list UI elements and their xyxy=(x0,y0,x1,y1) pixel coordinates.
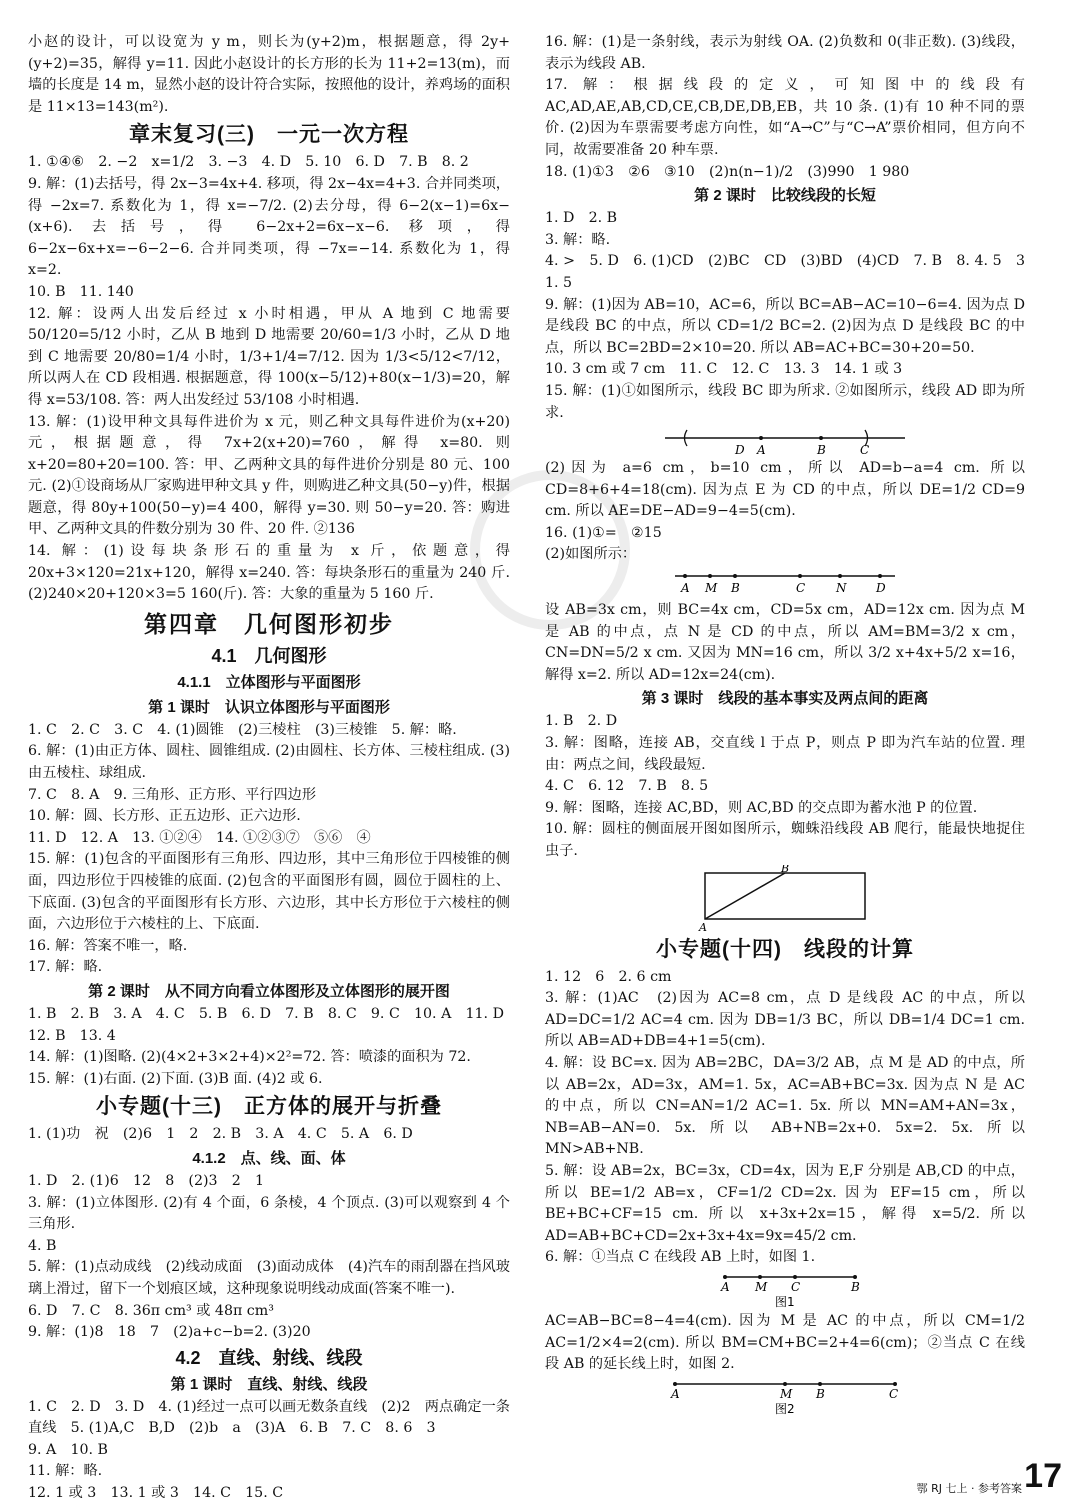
point-M xyxy=(708,574,712,578)
answer-line: (2)如图所示： xyxy=(545,546,637,563)
answer-line: 1. D 2. B xyxy=(545,210,618,227)
subsection-title-4-1-2: 4.1.2 点、线、面、体 xyxy=(192,1149,346,1167)
answer-line: 1. ①④⑥ 2. −2 x=1/2 3. −3 4. D 5. 10 6. D 7. B 8. 2 xyxy=(28,154,469,171)
label-B: B xyxy=(731,581,740,596)
lesson-title: 第 1 课时 认识立体图形与平面图形 xyxy=(148,698,390,716)
answer-line: 16. (1)①= ②15 xyxy=(545,524,662,541)
answer-paragraph: 4. 解：设 BC=x. 因为 AB=2BC，DA=3/2 AB，点 M 是 AD 的中点，所以 AB=2x，AD=3x，AM=1. 5x，AC=AB+BC=3x. 因为点 N 是 AC 的中点，所以 CN=AN=1/2 AC=1. 5x. 所以 MN=AM+AN=3x，NB=AB−AN=0. 5x. 所以 AB+NB=2x+0. 5x=2. 5x. 所以 MN>AB+NB. xyxy=(545,1054,1025,1158)
label-N: N xyxy=(836,581,847,596)
label-M: M xyxy=(780,1386,793,1401)
point-A xyxy=(759,436,763,440)
special-topic-title: 小专题(十三) 正方体的展开与折叠 xyxy=(96,1095,442,1119)
point-B xyxy=(853,1275,857,1279)
figure-1 xyxy=(685,1271,885,1309)
label-B: B xyxy=(851,1279,860,1294)
footer-tag: 鄂 RJ 七上 · 参考答案 xyxy=(916,1482,1022,1495)
figure-caption: 图2 xyxy=(775,1401,795,1416)
answer-line: 10. 3 cm 或 7 cm 11. C 12. C 13. 3 14. 1 或 3 xyxy=(545,361,903,378)
point-M xyxy=(758,1275,762,1279)
answer-paragraph: 13. 解：(1)设甲种文具每件进价为 x 元，则乙种文具每件进价为(x+20)元，根据题意，得 7x+2(x+20)=760，解得 x=80. 则 x+20=80+20=100. 答：甲、乙两种文具的每件进价分别是 80 元、100 元. (2)①设商场从厂家购进甲种文具 y 件，则购进乙种文具(50−y)件，根据题意，得 80y+100(50−y)=4 400，解得 y=30. 则 50−y=20. 答：购进甲、乙两种文具的件数分别为 30 件、20 件. ②136 xyxy=(28,413,510,538)
answer-paragraph: 10. 解：圆柱的侧面展开图如图所示，蜘蛛沿线段 AB 爬行，能最快地捉住虫子. xyxy=(545,821,1025,859)
label-B: B xyxy=(816,1386,825,1401)
answer-line: 10. 解：圆、长方形、正五边形、正六边形. xyxy=(28,808,301,825)
point-M xyxy=(783,1382,787,1386)
answer-line: 6. 解：①当点 C 在线段 AB 上时，如图 1. xyxy=(545,1249,816,1266)
answer-paragraph: 3. 解：(1)立体图形. (2)有 4 个面，6 条棱，4 个顶点. (3)可以观察到 4 个三角形. xyxy=(28,1194,510,1233)
point-D xyxy=(878,574,882,578)
label-C: C xyxy=(889,1386,899,1401)
answer-paragraph: 3. 解：图略，连接 AB，交直线 l 于点 P，则点 P 即为汽车站的位置. 理由：两点之间，线段最短. xyxy=(545,735,1025,773)
subsection-title-4-1-1: 4.1.1 立体图形与平面图形 xyxy=(177,673,361,691)
right-column xyxy=(545,32,1040,1418)
label-C: C xyxy=(796,581,806,596)
answer-line: 9. 解：(1)8 18 7 (2)a+c−b=2. (3)20 xyxy=(28,1324,311,1341)
point-B xyxy=(818,1382,822,1386)
answer-paragraph: 16. 解：(1)是一条射线，表示为射线 OA. (2)负数和 0(非正数). (3)线段，表示为线段 AB. xyxy=(545,34,1025,72)
label-C: C xyxy=(860,443,870,457)
path-AB xyxy=(705,873,785,919)
answer-paragraph: 17. 解：根据线段的定义，可知图中的线段有 AC,AD,AE,AB,CD,CE,CB,DE,DB,EB，共 10 条. (1)有 10 种不同的票价. (2)因为车票需要考虑方向性，如“A→C”与“C→A”票价相同，但方向不同，故需要准备 20 种车票. xyxy=(545,77,1025,158)
answer-line: 1. C 2. C 3. C 4. (1)圆锥 (2)三棱柱 (3)三棱锥 5. 解：略. xyxy=(28,721,457,738)
segment-figure-16 xyxy=(655,568,915,598)
point-C xyxy=(893,1382,897,1386)
answer-line: 1. (1)功 祝 (2)6 1 2 2. B 3. A 4. C 5. A 6. D xyxy=(28,1126,413,1143)
label-A: A xyxy=(699,920,707,931)
answer-line: 1. 12 6 2. 6 cm xyxy=(545,968,672,985)
answer-paragraph: 12. 解：设两人出发后经过 x 小时相遇，甲从 A 地到 C 地需要 50/120=5/12 小时，乙从 B 地到 D 地需要 20/60=1/3 小时，乙从 D 地到 C 地需要 20/80=1/4 小时，1/3+1/4=7/12. 因为 1/3<5/12<7/12，所以两人在 CD 段相遇. 根据题意，得 100(x−5/12)+80(x−1/3)=20，解得 x=53/108. 答：两人出发经过 53/108 小时相遇. xyxy=(28,305,510,408)
point-B xyxy=(819,436,823,440)
net-rectangle xyxy=(705,873,865,919)
label-B: B xyxy=(781,864,790,875)
point-A xyxy=(723,1275,727,1279)
section-title-4-2: 4.2 直线、射线、线段 xyxy=(175,1347,363,1368)
chapter-title: 第四章 几何图形初步 xyxy=(144,610,394,637)
answer-line: 9. A 10. B xyxy=(28,1441,108,1458)
answer-paragraph: 5. 解：设 AB=2x，BC=3x，CD=4x，因为 E,F 分别是 AB,CD 的中点，所以 BE=1/2 AB=x，CF=1/2 CD=2x. 因为 EF=15 cm，所以 BE+BC+CF=15 cm. 所以 x+3x+2x=15，解得 x=5/2. 所以 AD=AB+BC+CD=2x+3x+4x=9x=45/2 cm. xyxy=(545,1162,1025,1244)
page-number: 17 xyxy=(1024,1457,1062,1495)
point-C xyxy=(793,1275,797,1279)
label-B: B xyxy=(817,443,826,457)
answer-paragraph: 5. 解：(1)点动成线 (2)线动成面 (3)面动成体 (4)汽车的雨刮器在挡风玻璃上滑过，留下一个划痕区域，这种现象说明线动成面(答案不唯一). xyxy=(28,1259,510,1297)
answer-line: 1. B 2. B 3. A 4. C 5. B 6. D 7. B 8. C 9. C 10. A 11. D xyxy=(28,1005,504,1022)
answer-line: 12. 1 或 3 13. 1 或 3 14. C 15. C xyxy=(28,1485,284,1502)
answer-line: 4. B xyxy=(28,1237,57,1254)
answer-paragraph: (2)因为 a=6 cm，b=10 cm，所以 AD=b−a=4 cm. 所以 CD=8+6+4=18(cm). 因为点 E 为 CD 的中点，所以 DE=1/2 CD=9 cm. 所以 AE=DE−AD=9−4=5(cm). xyxy=(545,460,1025,520)
label-A: A xyxy=(757,443,766,457)
label-A: A xyxy=(681,581,690,596)
answer-line: 4. > 5. D 6. (1)CD (2)BC CD (3)BD (4)CD 7. B 8. 4. 5 3 1. 5 xyxy=(545,253,1040,291)
special-topic-title: 小专题(十四) 线段的计算 xyxy=(656,937,914,961)
answer-paragraph: AC=AB−BC=8−4=4(cm). 因为 M 是 AC 的中点，所以 CM=1/2 AC=1/2×4=2(cm). 所以 BM=CM+BC=2+4=6(cm)；②当点 C 在线段 AB 的延长线上时，如图 2. xyxy=(545,1312,1025,1373)
figure-caption: 图1 xyxy=(775,1294,795,1309)
answer-paragraph: 15. 解：(1)包含的平面图形有三角形、四边形，其中三角形位于四棱锥的侧面，四边形位于四棱锥的底面. (2)包含的平面图形有圆，圆位于圆柱的上、下底面. (3)包含的平面图形有长方形、六边形，其中长方形位于六棱柱的侧面，六边形位于六棱柱的上、下底面. xyxy=(28,851,510,933)
answer-line: 15. 解：(1)右面. (2)下面. (3)B 面. (4)2 或 6. xyxy=(28,1070,323,1087)
answer-paragraph: 设 AB=3x cm，则 BC=4x cm，CD=5x cm，AD=12x cm. 因为点 M 是 AB 的中点，点 N 是 CD 的中点，所以 AM=BM=3/2 x cm，CN=DN=5/2 x cm. 又因为 MN=16 cm，所以 3/2 x+4x+5/2 x=16，解得 x=2. 所以 AD=12x=24(cm). xyxy=(545,602,1025,683)
answer-line: 1. B 2. D xyxy=(545,713,618,730)
answer-line: 18. (1)①3 ②6 ③10 (2)n(n−1)/2 (3)990 1 980 xyxy=(545,163,910,180)
answer-line: 7. C 8. A 9. 三角形、正方形、平行四边形 xyxy=(28,786,317,803)
point-N xyxy=(838,574,842,578)
answer-line: 11. 解：略. xyxy=(28,1463,103,1480)
segment-figure-15 xyxy=(655,426,915,456)
label-C: C xyxy=(791,1279,801,1294)
answer-paragraph: 9. 解：(1)去括号，得 2x−3=4x+4. 移项，得 2x−4x=4+3. 合并同类项，得 −2x=7. 系数化为 1，得 x=−7/2. (2)去分母，得 6−2(x−1)=6x−(x+6). 去括号，得 6−2x+2=6x−x−6. 移项，得 6−2x−6x+x=−6−2−6. 合并同类项，得 −7x=−14. 系数化为 1，得 x=2. xyxy=(28,175,510,279)
answer-line: 11. D 12. A 13. ①②④ 14. ①②③⑦ ⑤⑥ ④ xyxy=(28,829,371,846)
label-M: M xyxy=(705,581,718,596)
answer-paragraph: 3. 解：(1)AC (2)因为 AC=8 cm，点 D 是线段 AC 的中点，所以 AD=DC=1/2 AC=4 cm. 因为 DB=1/3 BC，所以 DB=1/4 DC=1 cm. 所以 AB=AD+DB=4+1=5(cm). xyxy=(545,990,1025,1050)
figure-2 xyxy=(655,1378,915,1416)
answer-line: 12. B 13. 4 xyxy=(28,1027,116,1044)
answer-paragraph: 小赵的设计，可以设宽为 y m，则长为(y+2)m，根据题意，得 2y+(y+2)=35，解得 y=11. 因此小赵设计的长方形的长为 11+2=13(m)，而墙的长度是 14 m，显然小赵的设计符合实际，按照他的设计，养鸡场的面积是 11×13=143(m²). xyxy=(28,34,510,115)
lesson-title: 第 2 课时 从不同方向看立体图形及立体图形的展开图 xyxy=(88,982,450,1000)
cylinder-net-figure xyxy=(685,865,885,931)
section-title-4-1: 4.1 几何图形 xyxy=(211,645,327,666)
answer-line: 16. 解：答案不唯一，略. xyxy=(28,937,188,954)
answer-paragraph: 1. C 2. D 3. D 4. (1)经过一点可以画无数条直线 (2)2 两点确定一条直线 5. (1)A,C B,D (2)b a (3)A 6. B 7. C 8. 6 3 xyxy=(28,1398,510,1437)
point-B xyxy=(733,574,737,578)
label-D: D xyxy=(876,581,886,596)
point-C xyxy=(798,574,802,578)
lesson-title: 第 2 课时 比较线段的长短 xyxy=(694,187,876,205)
answer-line: 3. 解：略. xyxy=(545,231,611,248)
label-M: M xyxy=(755,1279,768,1294)
answer-line: 4. C 6. 12 7. B 8. 5 xyxy=(545,778,709,795)
answer-line: 17. 解：略. xyxy=(28,959,103,976)
left-column xyxy=(28,32,510,1505)
answer-line: 9. 解：图略，连接 AC,BD，则 AC,BD 的交点即为蓄水池 P 的位置. xyxy=(545,799,978,816)
answer-paragraph: 15. 解：(1)①如图所示，线段 BC 即为所求. ②如图所示，线段 AD 即为所求. xyxy=(545,382,1025,421)
point-A xyxy=(683,574,687,578)
label-A: A xyxy=(671,1386,680,1401)
answer-paragraph: 9. 解：(1)因为 AB=10，AC=6，所以 BC=AB−AC=10−6=4. 因为点 D 是线段 BC 的中点，所以 CD=1/2 BC=2. (2)因为点 D 是线段 BC 的中点，所以 BC=2BD=2×10=20. 所以 AB=AC+BC=30+20=50. xyxy=(545,296,1025,356)
point-A xyxy=(673,1382,677,1386)
label-A: A xyxy=(721,1279,730,1294)
answer-paragraph: 6. 解：(1)由正方体、圆柱、圆锥组成. (2)由圆柱、长方体、三棱柱组成. (3)由五棱柱、球组成. xyxy=(28,743,510,782)
answer-line: 6. D 7. C 8. 36π cm³ 或 48π cm³ xyxy=(28,1302,274,1319)
lesson-title: 第 1 课时 直线、射线、线段 xyxy=(170,1375,368,1393)
answer-line: 14. 解：(1)图略. (2)(4×2+3×2+4)×2²=72. 答：喷漆的面积为 72. xyxy=(28,1049,471,1066)
answer-line: 1. D 2. (1)6 12 8 (2)3 2 1 xyxy=(28,1172,264,1189)
answer-paragraph: 14. 解：(1)设每块条形石的重量为 x 斤，依题意，得 20x+3×120=21x+120，解得 x=240. 答：每块条形石的重量为 240 斤. (2)240×20+120×3=5 160(斤). 答：大象的重量为 5 160 斤. xyxy=(28,543,510,603)
lesson-title: 第 3 课时 线段的基本事实及两点间的距离 xyxy=(641,690,929,708)
label-D: D xyxy=(735,443,745,457)
section-title-review3: 章末复习(三) 一元一次方程 xyxy=(129,123,409,147)
answer-line: 10. B 11. 140 xyxy=(28,283,134,300)
